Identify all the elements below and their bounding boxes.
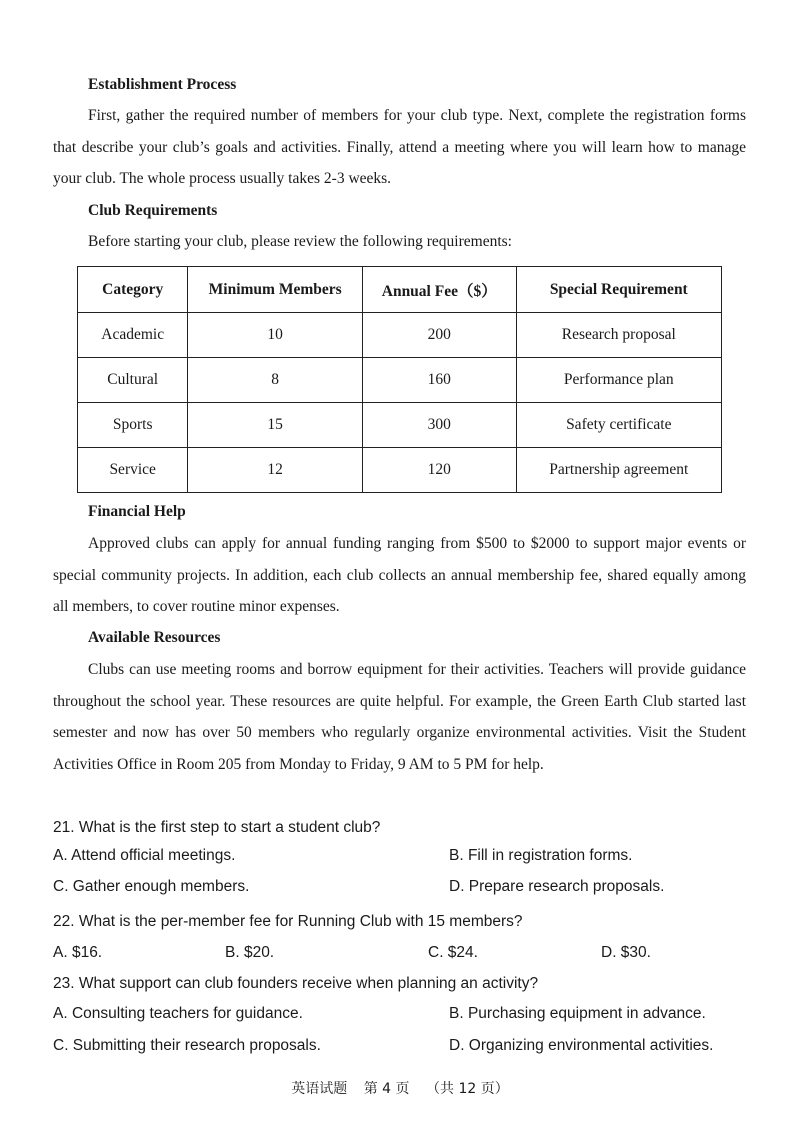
- table-row: [78, 448, 722, 493]
- question-21-option-d: D. Prepare research proposals.: [449, 878, 665, 895]
- question-23-option-a: A. Consulting teachers for guidance.: [53, 1005, 303, 1022]
- financial-heading: Financial Help: [88, 503, 186, 520]
- table-cell: 12: [188, 448, 363, 493]
- table-cell: Partnership agreement: [516, 448, 721, 493]
- financial-paragraph: Approved clubs can apply for annual funding ranging from $500 to $2000 to support major events or special community projects. In addition, each club collects an annual membership fee, shared equally among all members, to cover routine minor expenses.: [53, 535, 746, 615]
- table-cell: Service: [78, 448, 188, 493]
- table-cell: 160: [362, 358, 516, 403]
- establishment-heading: Establishment Process: [88, 76, 237, 93]
- question-22-option-c: C. $24.: [428, 944, 478, 961]
- question-22-option-a: A. $16.: [53, 944, 103, 961]
- table-row: [78, 403, 722, 448]
- table-cell: Cultural: [78, 358, 188, 403]
- question-22-option-b: B. $20.: [225, 944, 275, 961]
- footer-subject: 英语试题: [291, 1081, 348, 1097]
- footer-total-pages: （共 12 页）: [426, 1081, 509, 1097]
- header-special-requirement: Special Requirement: [516, 267, 721, 313]
- header-annual-fee: Annual Fee（$）: [362, 267, 516, 313]
- table-cell: Research proposal: [516, 313, 721, 358]
- resources-paragraph: Clubs can use meeting rooms and borrow equipment for their activities. Teachers will provide guidance throughout the school year. These resources are quite helpful. For example, the Green Earth Club started last semester and now has over 50 members who regularly organize environmental activities. Visit the Student Activities Office in Room 205 from Monday to Friday, 9 AM to 5 PM for help.: [53, 661, 746, 773]
- question-23-option-b: B. Purchasing equipment in advance.: [449, 1005, 706, 1022]
- table-cell: Academic: [78, 313, 188, 358]
- question-22-option-d: D. $30.: [601, 944, 651, 961]
- table-cell: Sports: [78, 403, 188, 448]
- resources-heading: Available Resources: [88, 629, 221, 646]
- header-category: Category: [78, 267, 188, 313]
- table-row: [78, 358, 722, 403]
- requirements-intro: Before starting your club, please review the following requirements:: [88, 233, 512, 250]
- table-cell: 15: [188, 403, 363, 448]
- table-cell: Performance plan: [516, 358, 721, 403]
- footer-page-number: 第 4 页: [363, 1081, 410, 1097]
- table-cell: 300: [362, 403, 516, 448]
- table-cell: Safety certificate: [516, 403, 721, 448]
- establishment-paragraph: First, gather the required number of members for your club type. Next, complete the registration forms that describe your club’s goals and activities. Finally, attend a meeting where you will learn how to manage your club. The whole process usually takes 2-3 weeks.: [53, 107, 746, 187]
- question-23-option-d: D. Organizing environmental activities.: [449, 1037, 714, 1054]
- question-23-option-c: C. Submitting their research proposals.: [53, 1037, 321, 1054]
- table-cell: 8: [188, 358, 363, 403]
- table-cell: 120: [362, 448, 516, 493]
- question-23-stem: 23. What support can club founders receive when planning an activity?: [53, 975, 539, 992]
- header-minimum-members: Minimum Members: [188, 267, 363, 313]
- requirements-table: [77, 266, 722, 493]
- requirements-heading: Club Requirements: [88, 202, 218, 219]
- table-row: [78, 313, 722, 358]
- question-21-option-a: A. Attend official meetings.: [53, 847, 236, 864]
- table-cell: 200: [362, 313, 516, 358]
- page-footer: [0, 1078, 800, 1098]
- question-21-option-c: C. Gather enough members.: [53, 878, 250, 895]
- question-22-stem: 22. What is the per-member fee for Running Club with 15 members?: [53, 913, 523, 930]
- question-21-option-b: B. Fill in registration forms.: [449, 847, 633, 864]
- question-21-stem: 21. What is the first step to start a student club?: [53, 819, 381, 836]
- table-header-row: [78, 267, 722, 313]
- table-cell: 10: [188, 313, 363, 358]
